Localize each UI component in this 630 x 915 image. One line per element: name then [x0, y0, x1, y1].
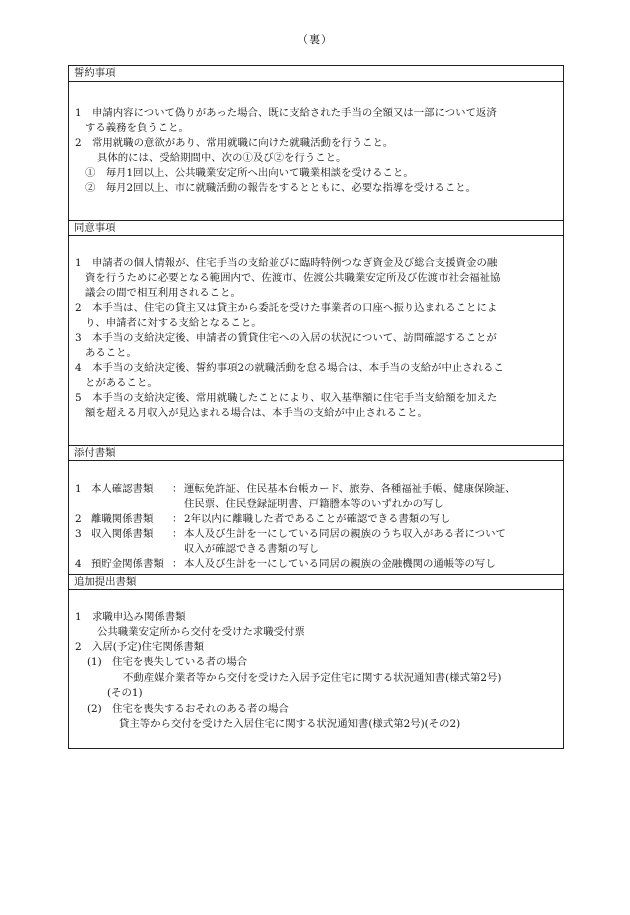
oath-line: ② 毎月2回以上、市に就職活動の報告をするとともに、必要な指導を受けること。	[85, 182, 477, 194]
oath-line: ① 毎月1回以上、公共職業安定所へ出向いて職業相談を受けること。	[85, 167, 414, 179]
attached-item-separator: ：	[172, 558, 183, 570]
attached-item-number: 2	[75, 513, 82, 525]
consent-line: 3 本手当の支給決定後、申請者の賃貸住宅への入居の状況について、訪問確認することが	[75, 332, 497, 344]
consent-line: とがあること。	[85, 377, 158, 389]
attached-item-number: 1	[75, 483, 82, 495]
attached-item-separator: ：	[172, 513, 183, 525]
attached-item-name: 収入関係書類	[91, 528, 154, 540]
consent-line: り、申請者に対する支給となること。	[85, 317, 262, 329]
consent-line: 1 申請者の個人情報が、住宅手当の支給並びに臨時特例つなぎ資金及び総合支援資金の融	[75, 257, 498, 269]
attached-item-separator: ：	[172, 483, 183, 495]
attached-item-name: 離職関係書類	[91, 513, 154, 525]
consent-line: 議会の間で相互利用されること。	[85, 287, 241, 299]
additional-line: 2 入居(予定)住宅関係書類	[75, 641, 205, 653]
attached-item-desc: 本人及び生計を一にしている同居の親族のうち収入がある者について	[184, 528, 506, 540]
additional-line: 貸主等から交付を受けた入居住宅に関する状況通知書(様式第2号)(その2)	[119, 718, 461, 730]
oath-section-title: 誓約事項	[69, 66, 563, 82]
consent-line: 5 本手当の支給決定後、常用就職したことにより、収入基準額に住宅手当支給額を加えた	[75, 392, 498, 404]
attached-item-number: 4	[75, 558, 82, 570]
attached-item-number: 3	[75, 528, 82, 540]
additional-line: (2) 住宅を喪失するおそれのある者の場合	[87, 703, 289, 715]
additional-line: (その1)	[107, 687, 143, 699]
oath-line: する義務を負うこと。	[85, 122, 189, 134]
oath-line: 具体的には、受給期間中、次の①及び②を行うこと。	[97, 152, 347, 164]
consent-line: 2 本手当は、住宅の貸主又は貸主から委託を受けた事業者の口座へ振り込まれることによ	[75, 302, 498, 314]
consent-line: 4 本手当の支給決定後、誓約事項2の就職活動を怠る場合は、本手当の支給が中止されるこ	[75, 362, 504, 374]
page-title: （裏）	[297, 33, 333, 46]
additional-section-title: 追加提出書類	[69, 574, 563, 590]
attached-item-desc: 収入が確認できる書類の写し	[184, 543, 320, 555]
additional-line: (1) 住宅を喪失している者の場合	[87, 656, 248, 668]
attached-item-desc: 2年以内に離職した者であることが確認できる書類の写し	[184, 513, 451, 525]
attached-item-desc: 住民票、住民登録証明書、戸籍謄本等のいずれかの写し	[184, 498, 444, 510]
consent-line: あること。	[85, 347, 137, 359]
attached-item-name: 本人確認書類	[91, 483, 154, 495]
consent-line: 資を行うために必要となる範囲内で、佐渡市、佐渡公共職業安定所及び佐渡市社会福祉協	[85, 272, 501, 284]
form-frame	[68, 65, 564, 749]
consent-line: 額を超える月収入が見込まれる場合は、本手当の支給が中止されること。	[85, 407, 428, 419]
attached-item-desc: 運転免許証、住民基本台帳カード、旅券、各種福祉手帳、健康保険証、	[184, 483, 516, 495]
additional-line: 1 求職申込み関係書類	[75, 611, 186, 623]
attached-item-name: 預貯金関係書類	[91, 558, 164, 570]
oath-line: 2 常用就職の意欲があり、常用就職に向けた就職活動を行うこと。	[75, 137, 394, 149]
attached-section-title: 添付書類	[69, 445, 563, 461]
additional-line: 不動産媒介業者等から交付を受けた入居予定住宅に関する状況通知書(様式第2号)	[123, 672, 502, 684]
additional-line: 公共職業安定所から交付を受けた求職受付票	[97, 626, 305, 638]
consent-section-title: 同意事項	[69, 220, 563, 236]
attached-item-separator: ：	[172, 528, 183, 540]
oath-line: 1 申請内容について偽りがあった場合、既に支給された手当の全額又は一部について返済	[75, 107, 497, 119]
attached-item-desc: 本人及び生計を一にしている同居の親族の金融機関の通帳等の写し	[184, 558, 496, 570]
